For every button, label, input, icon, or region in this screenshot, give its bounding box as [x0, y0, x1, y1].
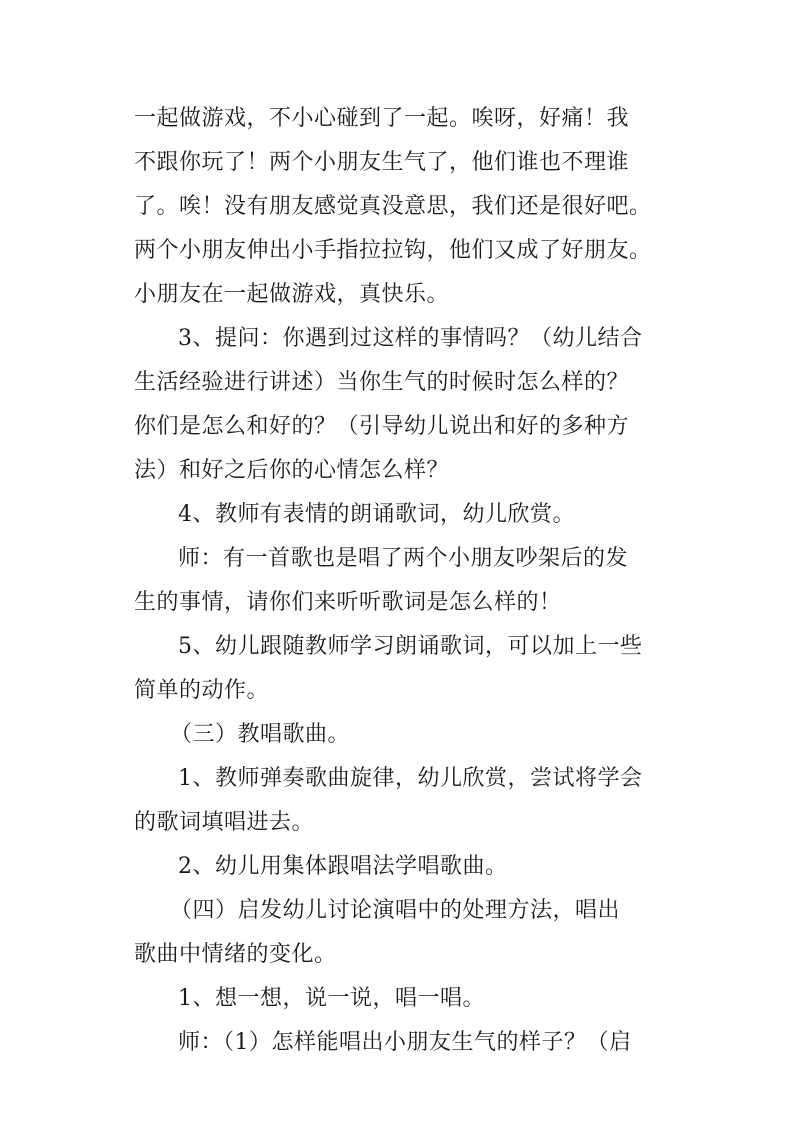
text-line: 不跟你玩了！两个小朋友生气了，他们谁也不理谁	[134, 150, 630, 175]
text-line: 一起做游戏，不小心碰到了一起。唉呀，好痛！我	[134, 106, 630, 131]
text-line: 生的事情，请你们来听听歌词是怎么样的！	[134, 590, 562, 615]
section-heading: （三）教唱歌曲。	[170, 722, 351, 747]
text-line: 1、教师弹奏歌曲旋律，幼儿欣赏，尝试将学会	[178, 766, 643, 791]
text-line: 4、教师有表情的朗诵歌词，幼儿欣赏。	[178, 502, 575, 527]
text-line: 的歌词填唱进去。	[134, 810, 315, 835]
text-line: 3、提问：你遇到过这样的事情吗？（幼儿结合	[178, 326, 643, 351]
text-line: 师：（1）怎样能唱出小朋友生气的样子？（启	[178, 1030, 632, 1055]
text-line: 生活经验进行讲述）当你生气的时候时怎么样的？	[134, 370, 630, 395]
text-line: 2、幼儿用集体跟唱法学唱歌曲。	[178, 854, 508, 879]
document-body	[134, 97, 674, 1065]
text-line: 两个小朋友伸出小手指拉拉钩，他们又成了好朋友。	[134, 238, 652, 263]
text-line: 师：有一首歌也是唱了两个小朋友吵架后的发	[178, 546, 629, 571]
text-line: 了。唉！没有朋友感觉真没意思，我们还是很好吧。	[134, 194, 652, 219]
text-line: 法）和好之后你的心情怎么样？	[134, 458, 450, 483]
text-line: 你们是怎么和好的？（引导幼儿说出和好的多种方	[134, 414, 630, 439]
text-line: 歌曲中情绪的变化。	[134, 942, 337, 967]
text-line: 5、幼儿跟随教师学习朗诵歌词，可以加上一些	[178, 634, 643, 659]
text-line: 小朋友在一起做游戏，真快乐。	[134, 282, 450, 307]
section-heading: （四）启发幼儿讨论演唱中的处理方法，唱出	[170, 898, 621, 923]
text-line: 1、想一想，说一说，唱一唱。	[178, 986, 485, 1011]
text-line: 简单的动作。	[134, 678, 270, 703]
